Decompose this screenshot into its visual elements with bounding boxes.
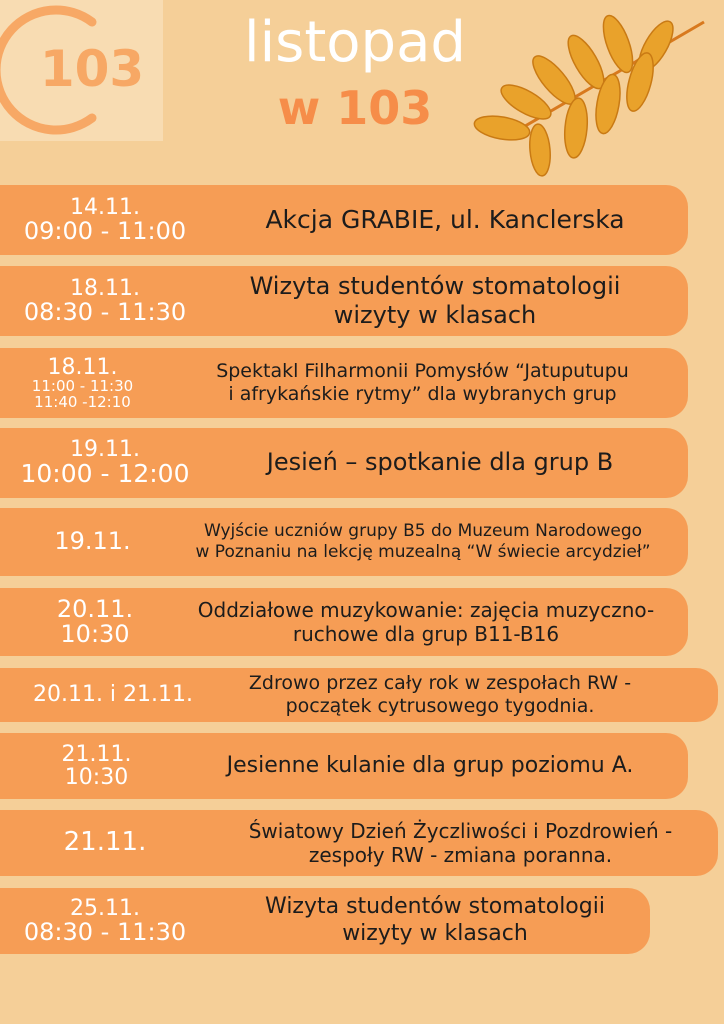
event-date: 14.11. — [70, 194, 140, 220]
event-time: 08:30 - 11:30 — [23, 917, 187, 946]
event-date: 19.11. — [70, 437, 140, 463]
event-row — [0, 348, 688, 418]
event-description — [165, 588, 687, 656]
logo-text: 103 — [39, 40, 145, 98]
event-line: Wyjście uczniów grupy B5 do Muzeum Narodowego — [203, 521, 643, 542]
event-line: wizyty w klasach — [333, 301, 537, 329]
rowan-leaf-icon — [468, 4, 713, 184]
event-date-block — [0, 888, 210, 954]
event-row — [0, 668, 718, 722]
event-line: Światowy Dzień Życzliwości i Pozdrowień - — [248, 818, 673, 843]
event-date-block — [0, 266, 210, 336]
event-date: 20.11. — [56, 594, 134, 623]
event-date-block — [0, 733, 193, 799]
event-date: 19.11. — [54, 527, 131, 556]
event-description — [225, 888, 645, 954]
event-description — [165, 348, 680, 418]
event-row — [0, 888, 650, 954]
event-line: wizyty w klasach — [342, 921, 528, 946]
event-row — [0, 508, 688, 576]
event-line: Wizyta studentów stomatologii — [249, 271, 621, 300]
event-time: 10:30 — [60, 620, 130, 648]
event-line: Oddziałowe muzykowanie: zajęcia muzyczno- — [197, 597, 655, 622]
event-date-block — [0, 428, 210, 498]
event-line: Wizyta studentów stomatologii — [265, 894, 605, 920]
event-date: 21.11. — [63, 827, 147, 858]
event-line: początek cytrusowego tygodnia. — [285, 695, 595, 717]
event-line: zespoły RW - zmiana poranna. — [308, 843, 613, 867]
event-time: 11:00 - 11:30 — [31, 376, 134, 395]
event-description — [220, 428, 660, 498]
event-date: 18.11. — [47, 354, 118, 380]
event-description — [208, 810, 713, 876]
event-line: ruchowe dla grup B11-B16 — [292, 622, 560, 646]
event-date: 25.11. — [70, 895, 140, 921]
event-row — [0, 588, 688, 656]
event-date-block — [0, 348, 165, 418]
event-date-block — [0, 668, 226, 722]
event-description — [210, 266, 660, 336]
event-description — [158, 508, 688, 576]
event-row — [0, 733, 688, 799]
event-row — [0, 428, 688, 498]
event-date-block — [0, 810, 210, 876]
event-row — [0, 810, 718, 876]
event-time: 08:30 - 11:30 — [23, 297, 187, 326]
event-row — [0, 185, 688, 255]
event-date-block — [0, 185, 210, 255]
event-line: Jesienne kulanie dla grup poziomu A. — [226, 752, 634, 778]
event-line: i afrykańskie rytmy” dla wybranych grup — [228, 383, 617, 405]
poster-title: listopad — [244, 10, 466, 75]
event-date: 18.11. — [70, 275, 140, 301]
event-line: Akcja GRABIE, ul. Kanclerska — [265, 204, 625, 234]
event-time: 09:00 - 11:00 — [23, 216, 187, 245]
event-time: 10:00 - 12:00 — [20, 459, 190, 489]
event-time: 10:30 — [64, 765, 129, 790]
event-date: 21.11. — [61, 741, 132, 767]
event-line: Zdrowo przez cały rok w zespołach RW - — [248, 671, 632, 694]
event-description — [225, 668, 655, 722]
event-line: w Poznaniu na lekcję muzealną “W świecie arcydzieł” — [195, 542, 651, 562]
event-date-block — [0, 588, 190, 656]
event-description — [180, 733, 680, 799]
event-description — [210, 185, 680, 255]
event-line: Jesień – spotkanie dla grup B — [266, 448, 614, 477]
event-line: Spektakl Filharmonii Pomysłów “Jatuputupu — [216, 359, 629, 382]
poster-subtitle: w 103 — [277, 81, 433, 135]
event-time-second: 11:40 -12:10 — [34, 392, 131, 411]
event-row — [0, 266, 688, 336]
event-date: 20.11. i 21.11. — [32, 682, 194, 708]
school-logo — [0, 0, 163, 141]
